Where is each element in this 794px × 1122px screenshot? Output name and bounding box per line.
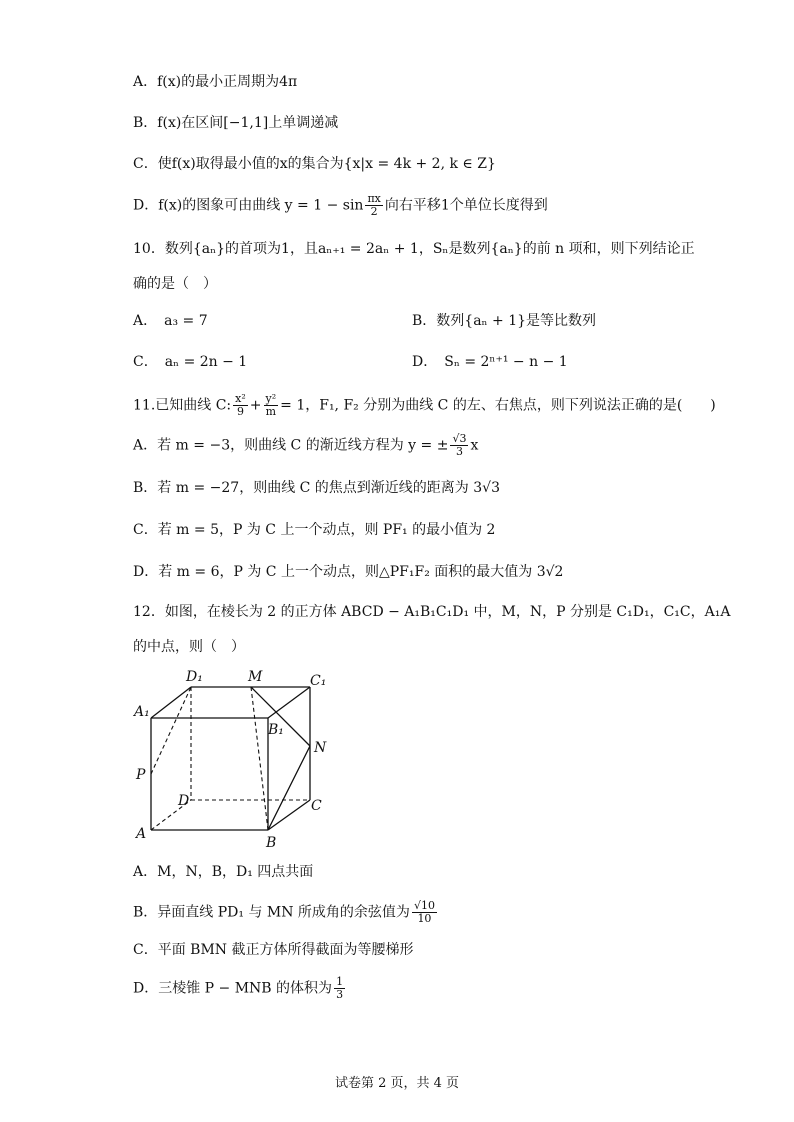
- fraction-denominator: 3: [336, 988, 344, 1001]
- label-B1: B₁: [268, 722, 284, 738]
- fraction-numerator: y²: [265, 392, 277, 405]
- label-C: C: [311, 798, 322, 814]
- label-B: B: [266, 835, 277, 851]
- q12-option-d: [133, 976, 347, 1001]
- q10-option-d: D． Sₙ = 2ⁿ⁺¹ − n − 1: [412, 354, 568, 370]
- q11-fraction-2: [264, 393, 279, 418]
- q10-option-b: B．数列{aₙ + 1}是等比数列: [412, 313, 597, 329]
- label-M: M: [248, 669, 263, 685]
- fraction-numerator: 1: [336, 975, 344, 988]
- q11-stem-pre: 11.已知曲线 C:: [133, 397, 232, 414]
- q9-option-a-text: f(x)的最小正周期为4π: [157, 74, 298, 90]
- q10-option-c: C． aₙ = 2n − 1: [133, 354, 248, 370]
- q12-stem-line2: 的中点，则（ ）: [133, 639, 245, 655]
- q9-option-d-label: D．: [133, 197, 159, 214]
- q12-option-d-pre: D．三棱锥 P − MNB 的体积为: [133, 980, 333, 997]
- fraction-numerator: x²: [235, 392, 246, 405]
- q12-option-b: [133, 900, 439, 925]
- q9-option-d-fraction: [365, 193, 382, 218]
- q11-option-a: [133, 433, 478, 458]
- q11-stem-post: = 1，F₁, F₂ 分别为曲线 C 的左、右焦点，则下列说法正确的是( ): [280, 397, 716, 414]
- label-C1: C₁: [310, 673, 327, 689]
- q9-option-d-text-post: 向右平移1个单位长度得到: [384, 197, 548, 214]
- q10-option-a: A． a₃ = 7: [133, 313, 208, 329]
- q12-option-d-fraction: [334, 976, 345, 1001]
- q12-option-b-fraction: [412, 900, 437, 925]
- fraction-numerator: πx: [367, 192, 381, 205]
- cube-figure: [128, 662, 348, 852]
- edge-B1-C1: [268, 687, 310, 718]
- q10-stem-line2: 确的是（ ）: [133, 276, 217, 292]
- q9-option-b-label: B．: [133, 115, 158, 131]
- edge-B-C: [268, 800, 310, 830]
- page-footer: 试卷第 2 页，共 4 页: [334, 1076, 460, 1091]
- q9-option-b-text: f(x)在区间[−1,1]上单调递减: [157, 115, 339, 131]
- fraction-denominator: 2: [370, 205, 378, 218]
- q12-option-b-pre: B．异面直线 PD₁ 与 MN 所成角的余弦值为: [133, 904, 410, 921]
- q9-option-d: [133, 193, 548, 218]
- q9-option-c-text: 使f(x)取得最小值的x的集合为{x|x = 4k + 2, k ∈ Z}: [157, 156, 496, 172]
- label-A1: A₁: [134, 704, 150, 720]
- q11-option-a-fraction: [450, 433, 468, 458]
- label-D: D: [178, 793, 190, 809]
- fraction-denominator: 3: [455, 445, 463, 458]
- fraction-denominator: 10: [417, 912, 432, 925]
- q9-option-b: [133, 113, 338, 133]
- q12-stem-line1: 12．如图，在棱长为 2 的正方体 ABCD − A₁B₁C₁D₁ 中，M，N，P 分别是 C₁D₁，C₁C，A₁A: [133, 604, 731, 620]
- q11-option-c: C．若 m = 5，P 为 C 上一个动点，则 PF₁ 的最小值为 2: [133, 522, 496, 538]
- q12-option-a: A．M，N，B，D₁ 四点共面: [133, 864, 314, 880]
- q11-fraction-1: [233, 393, 248, 418]
- segment-B-N: [268, 746, 310, 830]
- label-A: A: [136, 826, 147, 842]
- label-D1: D₁: [186, 669, 203, 685]
- fraction-denominator: 9: [236, 405, 244, 418]
- segment-M-B: [251, 687, 268, 830]
- q11-option-a-pre: A．若 m = −3，则曲线 C 的渐近线方程为 y = ±: [133, 437, 449, 454]
- q11-stem: [133, 393, 716, 418]
- fraction-numerator: √3: [452, 432, 467, 445]
- q9-option-a-label: A．: [133, 74, 158, 90]
- q11-option-b: B．若 m = −27，则曲线 C 的焦点到渐近线的距离为 3√3: [133, 480, 500, 496]
- segment-P-D1: [151, 687, 191, 774]
- label-N: N: [314, 740, 327, 756]
- q9-option-c-label: C．: [133, 156, 158, 172]
- label-P: P: [136, 767, 146, 783]
- q9-option-c: [133, 154, 496, 174]
- q12-option-c: C．平面 BMN 截正方体所得截面为等腰梯形: [133, 942, 414, 958]
- q9-option-a: [133, 72, 297, 92]
- q11-plus: +: [249, 397, 262, 414]
- q11-option-a-post: x: [470, 437, 479, 454]
- edge-A1-D1: [151, 687, 191, 718]
- q10-stem-line1: 10．数列{aₙ}的首项为1，且aₙ₊₁ = 2aₙ + 1，Sₙ是数列{aₙ}的前 n 项和，则下列结论正: [133, 241, 695, 257]
- q11-option-d: D．若 m = 6，P 为 C 上一个动点，则△PF₁F₂ 面积的最大值为 3√2: [133, 564, 564, 580]
- q9-option-d-text-pre: f(x)的图象可由曲线 y = 1 − sin: [158, 197, 364, 214]
- fraction-denominator: m: [265, 405, 277, 418]
- fraction-numerator: √10: [413, 899, 435, 912]
